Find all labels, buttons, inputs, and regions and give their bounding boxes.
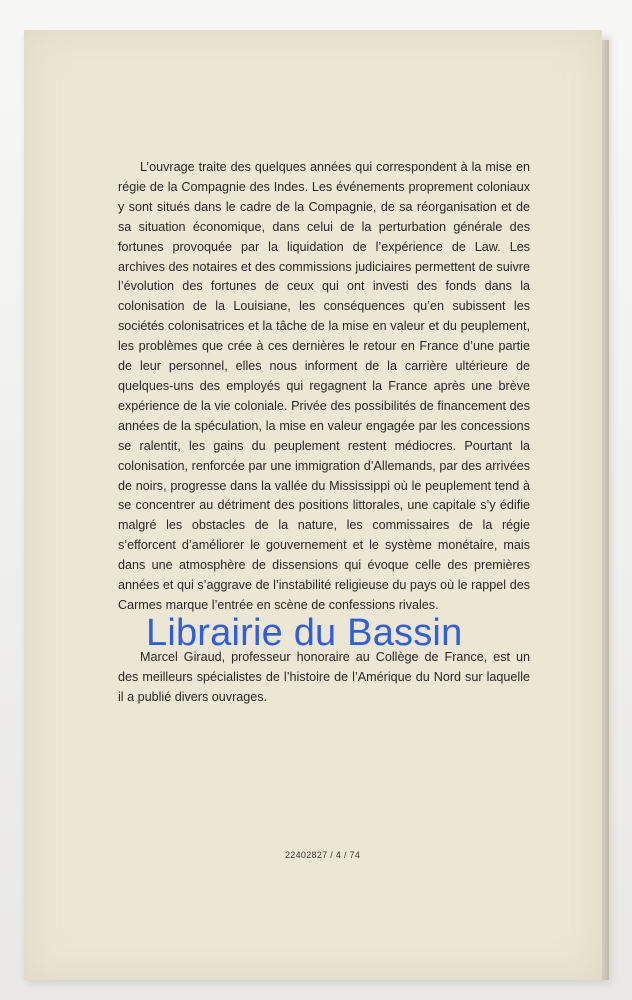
watermark-text: Librairie du Bassin (146, 612, 463, 654)
catalog-number: 22402827 / 4 / 74 (285, 850, 361, 860)
author-bio: Marcel Giraud, professeur honoraire au Collège de France, est un des meilleurs spécialistes de l’histoire de l’Amérique du Nord sur laquelle il a publié divers ouvrages. (118, 650, 530, 704)
book-blurb: L’ouvrage traite des quelques années qui correspondent à la mise en régie de la Compagnie des Indes. Les événements proprement coloniaux y sont situés dans le cadre de la Compagnie, de sa réorganisation et de sa situation économique, dans celui de la perturbation générale des fortunes provoquée par la liquidation de l’expérience de Law. Les archives des notaires et des commissions judiciaires permettent de suivre l’évolution des fortunes de ceux qui ont investi des fonds dans la colonisation de la Louisiane, les conséquences qu’en subissent les sociétés colonisatrices et la tâche de la mise en valeur et du peuplement, les problèmes que crée à ces dernières le retour en France d’une partie de leur personnel, elles nous informent de la carrière ultérieure de quelques-uns des employés qui regagnent la France après une brève expérience de la vie coloniale. Privée des possibilités de financement des années de la spéculation, la mise en valeur engagée par les concessions se ralentit, les gains du peuplement restent médiocres. Pourtant la colonisation, renforcée par une immigration d’Allemands, par des arrivées de noirs, progresse dans la vallée du Mississippi où le peuplement tend à se concentrer au détriment des positions littorales, une capitale s’y édifie malgré les obstacles de la nature, les commissaires de la régie s’efforcent d’améliorer le gouvernement et le système monétaire, mais dans une atmosphère de dissensions qui évoque celle des premières années et qui s’aggrave de l’instabilité religieuse du pays où le rappel des Carmes marque l’entrée en scène de confessions rivales. (118, 160, 530, 612)
